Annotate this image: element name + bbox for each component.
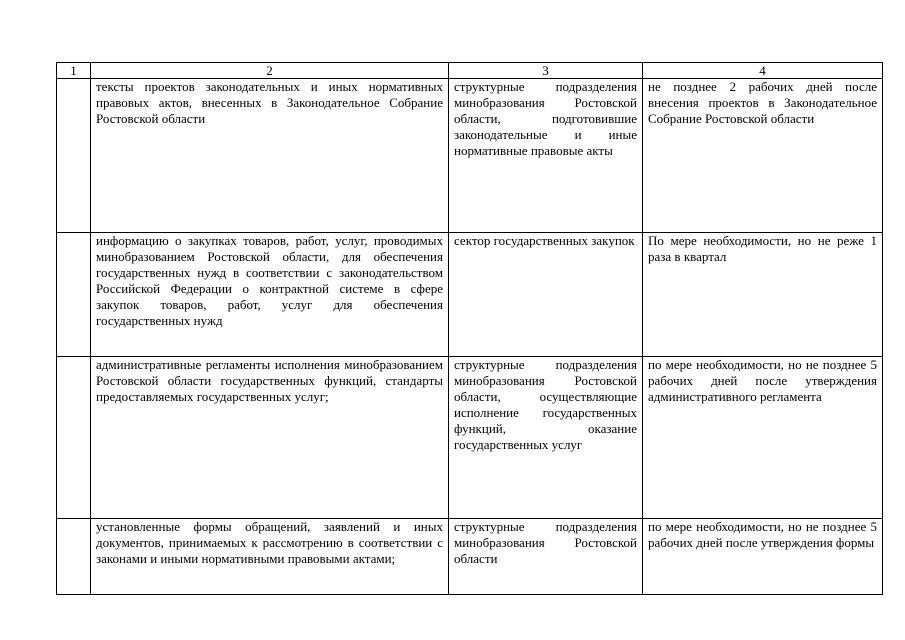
document-table bbox=[56, 62, 883, 595]
responsible-unit-cell: структурные подразделения минобразования Ростовской области, осуществляющие исполнение государственных функций, оказание государственных услуг bbox=[449, 357, 643, 519]
responsible-unit-cell: структурные подразделения минобразования Ростовской области, подготовившие законодательные и иные нормативные правовые акты bbox=[449, 79, 643, 233]
information-type-cell: установленные формы обращений, заявлений и иных документов, принимаемых к рассмотрению в соответствии с законами и иными нормативными правовыми актами; bbox=[91, 519, 449, 595]
deadline-cell: не позднее 2 рабочих дней после внесения проектов в Законодательное Собрание Ростовской области bbox=[643, 79, 883, 233]
table-header-row bbox=[57, 63, 883, 79]
information-type-cell: тексты проектов законодательных и иных нормативных правовых актов, внесенных в Законодательное Собрание Ростовской области bbox=[91, 79, 449, 233]
row-number-cell bbox=[57, 233, 91, 357]
column-header-3: 3 bbox=[449, 63, 643, 79]
deadline-cell: по мере необходимости, но не позднее 5 рабочих дней после утверждения административного регламента bbox=[643, 357, 883, 519]
responsible-unit-cell: структурные подразделения минобразования Ростовской области bbox=[449, 519, 643, 595]
table-row bbox=[57, 233, 883, 357]
deadline-cell: По мере необходимости, но не реже 1 раза в квартал bbox=[643, 233, 883, 357]
table-row bbox=[57, 357, 883, 519]
row-number-cell bbox=[57, 357, 91, 519]
column-header-1: 1 bbox=[57, 63, 91, 79]
deadline-cell: по мере необходимости, но не позднее 5 рабочих дней после утверждения формы bbox=[643, 519, 883, 595]
table-row bbox=[57, 519, 883, 595]
row-number-cell bbox=[57, 519, 91, 595]
information-type-cell: административные регламенты исполнения минобразованием Ростовской области государственных функций, стандарты предоставляемых государственных услуг; bbox=[91, 357, 449, 519]
row-number-cell bbox=[57, 79, 91, 233]
information-type-cell: информацию о закупках товаров, работ, услуг, проводимых минобразованием Ростовской области, для обеспечения государственных нужд в соответствии с законодательством Российской Федерации о контрактной системе в сфере закупок товаров, работ, услуг для обеспечения государственных нужд bbox=[91, 233, 449, 357]
responsible-unit-cell: сектор государственных закупок bbox=[449, 233, 643, 357]
table-row bbox=[57, 79, 883, 233]
column-header-4: 4 bbox=[643, 63, 883, 79]
column-header-2: 2 bbox=[91, 63, 449, 79]
